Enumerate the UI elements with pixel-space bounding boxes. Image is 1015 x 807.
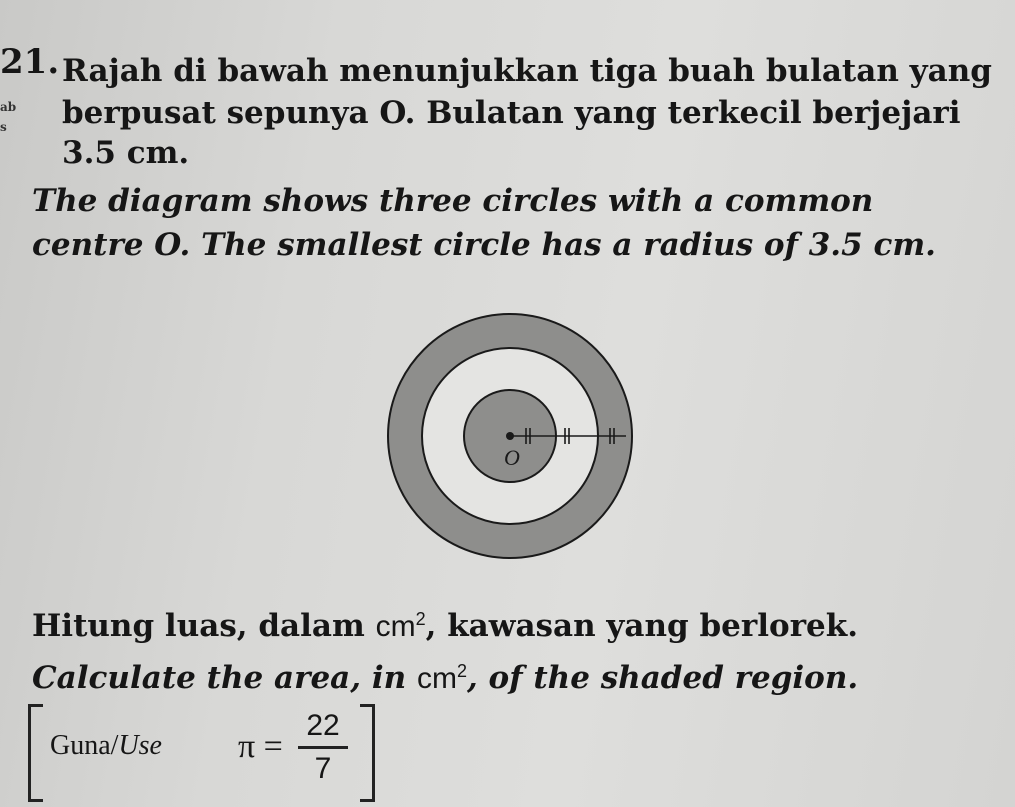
centre-label: O [504, 445, 520, 470]
pi-symbol: π = [238, 728, 283, 765]
unit-english [417, 662, 467, 695]
concentric-circles-diagram [380, 308, 640, 568]
pi-numerator: 22 [306, 709, 340, 742]
question-malay-suffix: , kawasan yang berlorek. [425, 608, 859, 644]
unit-malay-exp: 2 [415, 609, 426, 629]
unit-english-base: cm [416, 662, 457, 695]
pi-guna: Guna/ [50, 730, 119, 761]
malay-line-1: Rajah di bawah menunjukkan tiga buah bulatan yang [62, 53, 992, 89]
margin-note-bottom: s [0, 120, 7, 134]
left-bracket [28, 704, 43, 802]
question-english-suffix: , of the shaded region. [466, 660, 859, 696]
malay-line-2: berpusat sepunya O. Bulatan yang terkecil berjejari [62, 95, 961, 131]
question-malay [32, 608, 858, 644]
pi-fraction [298, 708, 348, 787]
unit-malay [376, 610, 426, 643]
question-number: 21. [0, 42, 60, 82]
right-bracket [360, 704, 375, 802]
question-english-prefix: Calculate the area, in [32, 660, 407, 696]
question-english [32, 660, 858, 696]
pi-label [50, 730, 162, 762]
pi-note [28, 700, 398, 798]
pi-use: Use [118, 730, 162, 761]
english-line-1: The diagram shows three circles with a common [32, 183, 874, 219]
unit-malay-base: cm [375, 610, 416, 643]
centre-point [506, 432, 514, 440]
malay-line-3: 3.5 cm. [62, 135, 190, 171]
unit-english-exp: 2 [456, 661, 467, 681]
fraction-bar [298, 746, 348, 749]
margin-note-top: ab [0, 100, 17, 114]
question-malay-prefix: Hitung luas, dalam [32, 608, 365, 644]
pi-denominator: 7 [314, 752, 332, 785]
english-line-2: centre O. The smallest circle has a radius of 3.5 cm. [32, 227, 936, 263]
